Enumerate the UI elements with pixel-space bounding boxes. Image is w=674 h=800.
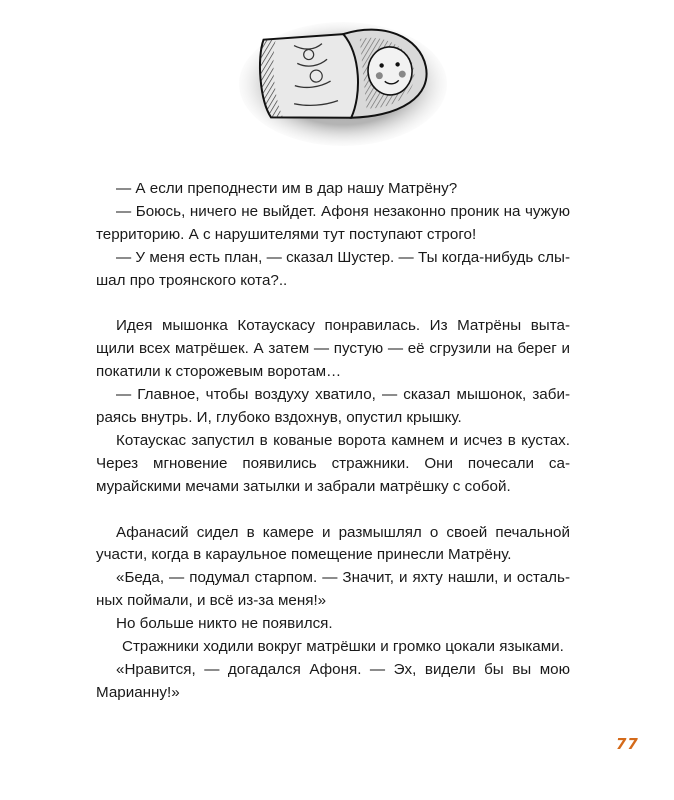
paragraph: — У меня есть план, — сказал Шустер. — Ты когда-нибудь слышал про троянского кота?.. [96,248,570,289]
paragraph: Идея мышонка Котаускасу понравилась. Из Матрёны вытащили всех матрёшек. А затем — пустую — её сгрузили на берег и покатили к сторожевым воротам… [96,317,570,381]
section-gap [96,499,570,522]
paragraph: «Нравится, — догадался Афоня. — Эх, видели бы вы мою Марианну!» [96,661,570,701]
paragraph: Афанасий сидел в камере и размышлял о своей печальной участи, когда в караульное помещение принесли Матрёну. [96,523,570,564]
paragraph: Котаускас запустил в кованые ворота камнем и исчез в кустах. Через мгновение появились стражники. Они почесали самурайскими мечами затылки и забрали матрёшку с собой. [96,431,570,495]
paragraph: «Беда, — подумал старпом. — Значит, и яхту нашли, и остальных поймали, и всё из-за меня!» [96,569,570,610]
paragraph: Но больше никто не появился. [116,615,333,633]
story-text [96,178,570,705]
paragraph: — А если преподнести им в дар нашу Матрёну? [116,180,458,197]
matryoshka-doll-icon [236,12,450,148]
paragraph: Стражники ходили вокруг матрёшки и громко цокали языками. [122,638,564,656]
paragraph: — Боюсь, ничего не выйдет. Афоня незаконно проник на чужую территорию. А с нарушителями тут поступают строго! [96,202,570,243]
section-gap [96,293,570,316]
paragraph: — Главное, чтобы воздуху хватило, — сказал мышонок, забираясь внутрь. И, глубоко вздохнув, опустил крышку. [96,386,570,427]
matryoshka-illustration [236,12,450,148]
page-number: 77 [616,735,639,753]
